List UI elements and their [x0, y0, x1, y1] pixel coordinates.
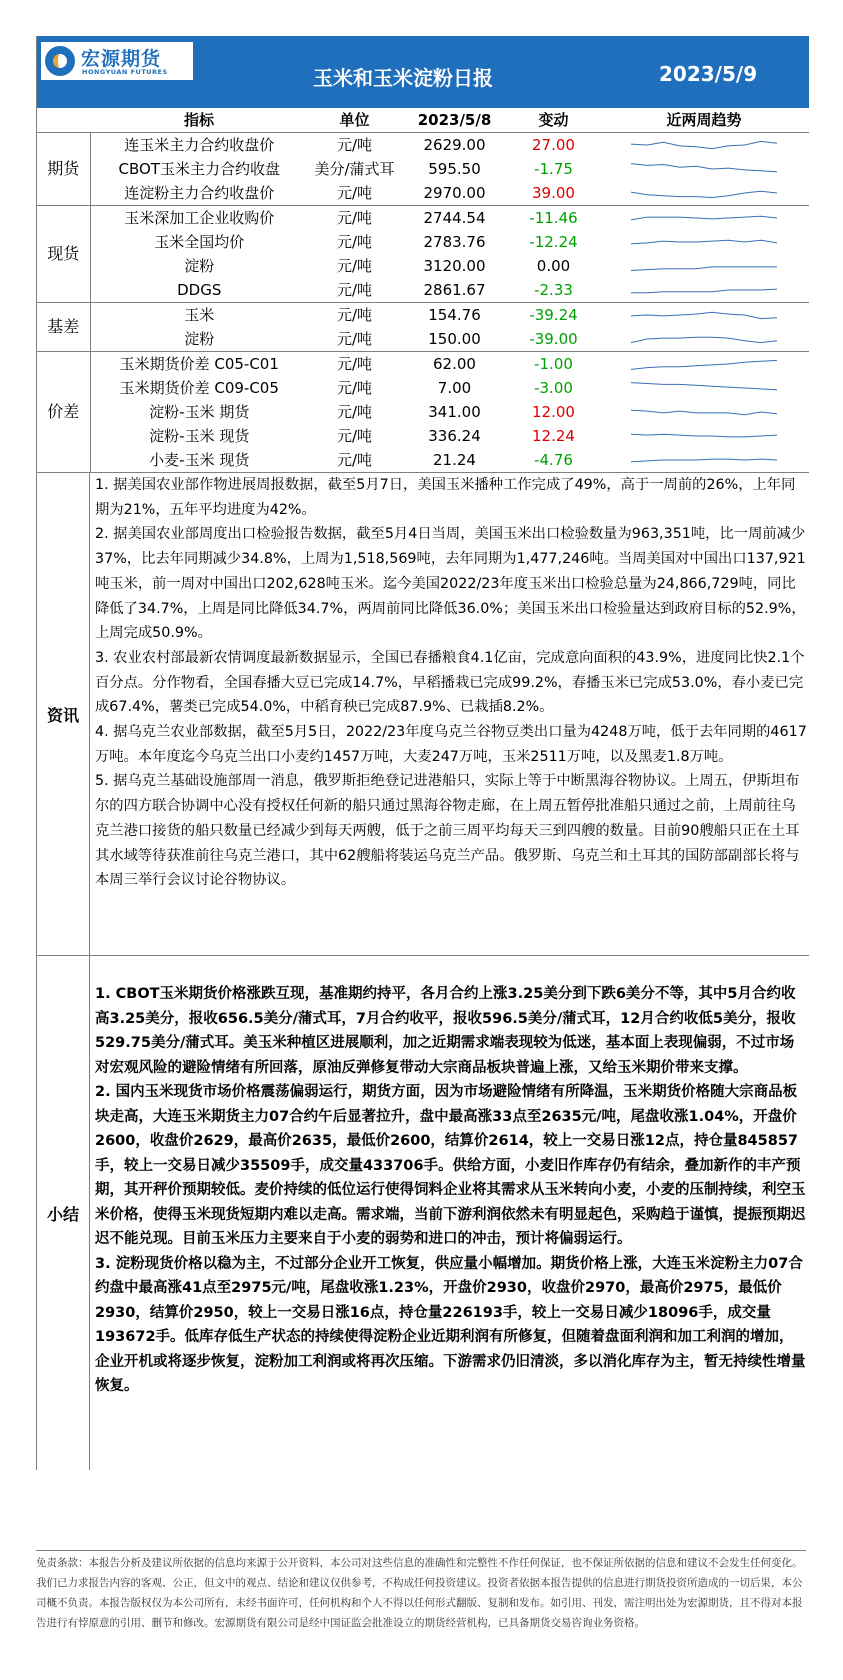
col-header-change: 变动	[538, 111, 569, 129]
summary-category-label: 小结	[37, 956, 90, 1470]
sparkline-line	[631, 141, 777, 148]
summary-item: 2. 国内玉米现货市场价格震荡偏弱运行，期货方面，因为市场避险情绪有所降温，玉米期货价格随大宗商品板块走高，大连玉米期货主力07合约午后显著拉升，盘中最高涨33点至2635元/吨，尾盘收涨1.04%，开盘价2600，收盘价2629，最高价2635，最低价2600，结算价2614，较上一交易日涨12点，持仓量845857手，较上一交易日减少35509手，成交量433706手。供给方面，小麦旧作库存仍有结余，叠加新作的丰产预期，其开秤价预期较低。麦价持续的低位运行使得饲料企业将其需求从玉米转向小麦，小麦的压制持续，利空玉米价格，使得玉米现货短期内难以走高。需求端，当前下游利润依然未有明显起色，采购趋于谨慎，提振预期迟迟不能兑现。目前玉米压力主要来自于小麦的弱势和进口的冲击，预计将偏弱运行。	[95, 1084, 806, 1247]
unit-cell: 元/吨	[336, 281, 373, 299]
disclaimer: 免责条款：本报告分析及建议所依据的信息均来源于公开资料，本公司对这些信息的准确性和完整性不作任何保证，也不保证所依据的信息和建议不会发生任何变化。我们已力求报告内容的客观、公正，但文中的观点、结论和建议仅供参考，不构成任何投资建议。投资者依据本报告提供的信息进行期货投资所造成的一切后果，本公司概不负责。本报告版权仅为本公司所有，未经书面许可，任何机构和个人不得以任何形式翻版、复制和发布。如引用、刊发，需注明出处为宏源期货，且不得对本报告进行有悖原意的引用、删节和修改。宏源期货有限公司是经中国证监会批准设立的期货经营机构，已具备期货交易咨询业务资格。	[36, 1550, 806, 1633]
table-row	[37, 376, 809, 400]
change-cell: -39.24	[508, 303, 599, 328]
trend-sparkline	[599, 230, 809, 254]
value-cell: 595.50	[428, 160, 481, 178]
unit-cell: 元/吨	[336, 379, 373, 397]
row-group-label: 价差	[37, 352, 90, 473]
indicator-name: 玉米深加工企业收购价	[90, 206, 308, 231]
unit-cell: 元/吨	[336, 427, 373, 445]
sparkline-chart	[629, 449, 779, 471]
change-cell: -3.00	[534, 379, 573, 397]
change-cell: 27.00	[508, 133, 599, 158]
table-row	[37, 278, 809, 303]
change-cell: -4.76	[534, 451, 573, 469]
logo-icon	[45, 46, 75, 76]
unit-cell: 元/吨	[336, 257, 373, 275]
sparkline-line	[631, 360, 777, 369]
value-cell: 341.00	[428, 403, 481, 421]
trend-sparkline	[599, 448, 809, 472]
indicator-name: 玉米期货价差 C09-C05	[119, 379, 279, 397]
sparkline-line	[631, 267, 777, 271]
trend-sparkline	[599, 376, 809, 400]
col-header-unit: 单位	[339, 111, 370, 129]
news-body	[90, 473, 807, 955]
table-body	[37, 133, 809, 473]
summary-section	[37, 955, 809, 1470]
sparkline-chart	[629, 377, 779, 399]
report-title: 玉米和玉米淀粉日报	[313, 66, 493, 90]
logo-text-cn: 宏源期货	[81, 48, 162, 70]
value-cell: 2970.00	[423, 184, 486, 202]
table-row	[37, 181, 809, 206]
trend-sparkline	[599, 278, 809, 303]
table-row	[37, 352, 809, 377]
news-item: 3. 农业农村部最新农情调度最新数据显示，全国已春播粮食4.1亿亩，完成意向面积的43.9%，进度同比快2.1个百分点。分作物看，全国春播大豆已完成14.7%，早稻播栽已完成99.2%，春播玉米已完成53.0%，春小麦已完成67.4%，薯类已完成54.0%，中稻育秧已完成87.9%、已栽插8.2%。	[95, 649, 805, 716]
indicator-name: CBOT玉米主力合约收盘	[118, 160, 280, 178]
sparkline-line	[631, 289, 777, 293]
sparkline-chart	[629, 425, 779, 447]
summary-item: 3. 淀粉现货价格以稳为主，不过部分企业开工恢复，供应量小幅增加。期货价格上涨，大连玉米淀粉主力07合约盘中最高涨41点至2975元/吨，尾盘收涨1.23%，开盘价2930，收盘价2970，最高价2975，最低价2930，结算价2950，较上一交易日涨16点，持仓量226193手，较上一交易日减少18096手，成交量193672手。低库存低生产状态的持续使得淀粉企业近期利润有所修复，但随着盘面利润和加工利润的增加，企业开机或将逐步恢复，淀粉加工利润或将再次压缩。下游需求仍旧清淡，多以消化库存为主，暂无持续性增量恢复。	[95, 1255, 806, 1394]
indicator-name: 淀粉-玉米 期货	[149, 403, 250, 421]
value-cell: 2744.54	[401, 206, 508, 231]
sparkline-chart	[629, 328, 779, 350]
table-row	[37, 230, 809, 254]
unit-cell: 元/吨	[336, 233, 373, 251]
indicator-name: 连淀粉主力合约收盘价	[124, 184, 275, 202]
change-cell: -1.75	[534, 160, 573, 178]
change-cell: 39.00	[532, 184, 575, 202]
indicator-name: DDGS	[177, 281, 222, 299]
row-group-label: 现货	[37, 206, 90, 303]
value-cell: 3120.00	[423, 257, 486, 275]
report-page	[36, 36, 809, 1470]
value-cell: 154.76	[401, 303, 508, 328]
unit-cell: 元/吨	[336, 403, 373, 421]
indicator-name: 小麦-玉米 现货	[149, 451, 250, 469]
trend-sparkline	[599, 400, 809, 424]
news-item: 1. 据美国农业部作物进展周报数据，截至5月7日，美国玉米播种工作完成了49%，高于一周前的26%，上年同期为21%，五年平均进度为42%。	[95, 477, 796, 518]
unit-cell: 元/吨	[308, 352, 401, 377]
col-header-indicator: 指标	[183, 111, 214, 129]
news-item: 2. 据美国农业部周度出口检验报告数据，截至5月4日当周，美国玉米出口检验数量为963,351吨，比一周前减少37%，比去年同期减少34.8%，上周为1,518,569吨，去年同期为1,477,246吨。当周美国对中国出口137,921吨玉米，前一周对中国出口202,628吨玉米。迄今美国2022/23年度玉米出口检验总量为24,866,729吨，同比降低了34.7%，上周是同比降低34.7%，两周前同比降低36.0%；美国玉米出口检验量达到政府目标的52.9%，上周完成50.9%。	[95, 526, 806, 642]
table-row	[37, 400, 809, 424]
logo-text-en: HONGYUAN FUTURES	[82, 68, 168, 76]
sparkline-line	[631, 312, 777, 318]
sparkline-chart	[629, 279, 779, 301]
trend-sparkline	[599, 303, 809, 328]
trend-sparkline	[599, 327, 809, 352]
change-cell: 12.00	[532, 403, 575, 421]
col-header-trend: 近两周趋势	[666, 111, 742, 129]
company-logo	[41, 42, 193, 80]
indicator-name: 玉米	[90, 303, 308, 328]
unit-cell: 元/吨	[308, 206, 401, 231]
news-category-label: 资讯	[37, 473, 90, 955]
sparkline-chart	[629, 304, 779, 326]
unit-cell: 元/吨	[336, 451, 373, 469]
table-row	[37, 133, 809, 158]
change-cell: -2.33	[534, 281, 573, 299]
value-cell: 2861.67	[423, 281, 486, 299]
trend-sparkline	[599, 206, 809, 231]
change-cell: -11.46	[508, 206, 599, 231]
sparkline-chart	[629, 158, 779, 180]
value-cell: 62.00	[401, 352, 508, 377]
indicator-name: 淀粉	[184, 257, 215, 275]
table-row	[37, 448, 809, 472]
value-cell: 2629.00	[401, 133, 508, 158]
sparkline-line	[631, 240, 777, 244]
row-group-label: 基差	[37, 303, 90, 352]
table-header-row	[37, 108, 809, 133]
unit-cell: 元/吨	[336, 184, 373, 202]
sparkline-line	[631, 191, 777, 197]
summary-body	[90, 956, 807, 1470]
row-group-label: 期货	[37, 133, 90, 206]
sparkline-line	[631, 164, 777, 172]
table-row	[37, 254, 809, 278]
table-row	[37, 303, 809, 328]
report-header	[37, 36, 809, 108]
value-cell: 7.00	[437, 379, 472, 397]
change-cell: 12.24	[532, 427, 575, 445]
table-row	[37, 206, 809, 231]
trend-sparkline	[599, 181, 809, 206]
value-cell: 150.00	[428, 330, 481, 348]
trend-sparkline	[599, 157, 809, 181]
unit-cell: 元/吨	[308, 303, 401, 328]
indicator-name: 玉米全国均价	[154, 233, 245, 251]
news-section	[37, 472, 809, 955]
change-cell: 0.00	[536, 257, 571, 275]
trend-sparkline	[599, 133, 809, 158]
sparkline-chart	[629, 207, 779, 229]
sparkline-line	[631, 434, 777, 437]
sparkline-line	[631, 410, 777, 415]
change-cell: -1.00	[508, 352, 599, 377]
sparkline-chart	[629, 401, 779, 423]
change-cell: -12.24	[529, 233, 578, 251]
summary-item: 1. CBOT玉米期货价格涨跌互现，基准期约持平，各月合约上涨3.25美分到下跌6美分不等，其中5月合约收高3.25美分，报收656.5美分/蒲式耳，7月合约收平，报收596.5美分/蒲式耳，12月合约收低5美分，报收529.75美分/蒲式耳。美玉米种植区进展顺利，加之近期需求端表现较为低迷，基本面上表现偏弱，不过市场对宏观风险的避险情绪有所回落，原油反弹修复带动大宗商品板块普遍上涨，又给玉米期价带来支撑。	[95, 986, 796, 1076]
report-date: 2023/5/9	[659, 62, 758, 86]
table-row	[37, 424, 809, 448]
value-cell: 336.24	[428, 427, 481, 445]
sparkline-line	[631, 383, 777, 390]
table-row	[37, 157, 809, 181]
change-cell: -39.00	[529, 330, 578, 348]
unit-cell: 美分/蒲式耳	[314, 160, 395, 178]
col-header-date: 2023/5/8	[417, 111, 492, 129]
indicator-name: 玉米期货价差 C05-C01	[90, 352, 308, 377]
news-item: 4. 据乌克兰农业部数据，截至5月5日，2022/23年度乌克兰谷物豆类出口量为4248万吨，低于去年同期的4617万吨。本年度迄今乌克兰出口小麦约1457万吨，大麦247万吨，玉米2511万吨，以及黑麦1.8万吨。	[95, 724, 807, 765]
indicator-name: 淀粉	[184, 330, 215, 348]
sparkline-chart	[629, 182, 779, 204]
unit-cell: 元/吨	[308, 133, 401, 158]
value-cell: 2783.76	[423, 233, 486, 251]
value-cell: 21.24	[433, 451, 476, 469]
trend-sparkline	[599, 352, 809, 377]
table-row	[37, 327, 809, 352]
sparkline-line	[631, 337, 777, 342]
trend-sparkline	[599, 424, 809, 448]
news-item: 5. 据乌克兰基础设施部周一消息，俄罗斯拒绝登记进港船只，实际上等于中断黑海谷物协议。上周五，伊斯坦布尔的四方联合协调中心没有授权任何新的船只通过黑海谷物走廊，在上周五暂停批准船只通过之前，上周前往乌克兰港口接货的船只数量已经减少到每天两艘，低于之前三周平均每天三到四艘的数量。目前90艘船只正在土耳其水域等待获准前往乌克兰港口，其中62艘船将装运乌克兰产品。俄罗斯、乌克兰和土耳其的国防部副部长将与本周三举行会议讨论谷物协议。	[95, 773, 800, 889]
sparkline-line	[631, 459, 777, 462]
trend-sparkline	[599, 254, 809, 278]
indicator-name: 连玉米主力合约收盘价	[90, 133, 308, 158]
indicator-table	[37, 108, 809, 472]
indicator-name: 淀粉-玉米 现货	[149, 427, 250, 445]
sparkline-chart	[629, 231, 779, 253]
sparkline-chart	[629, 134, 779, 156]
sparkline-chart	[629, 255, 779, 277]
sparkline-line	[631, 216, 777, 220]
sparkline-chart	[629, 353, 779, 375]
unit-cell: 元/吨	[336, 330, 373, 348]
